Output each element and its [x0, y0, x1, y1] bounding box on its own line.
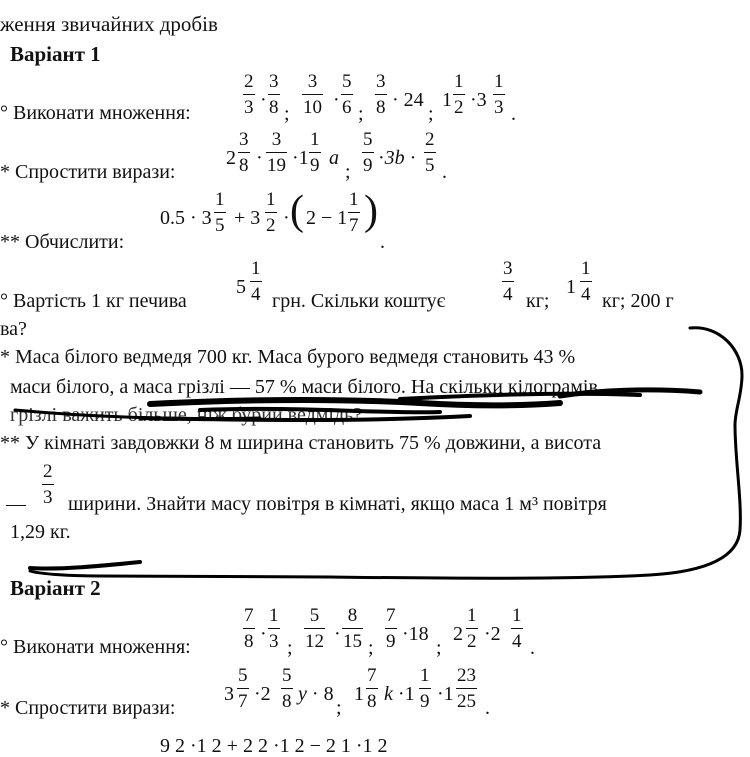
v1-task6-line3: 1,29 кг. — [10, 521, 71, 543]
variant-2-title: Варіант 2 — [10, 576, 101, 600]
v2-task2-label: * Спростити вирази: — [0, 697, 176, 719]
v1-task6-line2: ширини. Знайти масу повітря в кімнаті, якщо маса 1 м³ повітря — [68, 493, 607, 515]
fraction: 3 8 — [376, 71, 386, 118]
fraction: 1 5 — [215, 189, 225, 236]
fraction: 1 3 — [269, 605, 279, 652]
fraction: 23 25 — [457, 665, 476, 712]
v1-task5-line1: * Маса білого ведмедя 700 кг. Маса бурого ведмедя становить 43 % — [0, 346, 576, 368]
fraction: 1 9 — [420, 665, 430, 712]
fraction: 7 9 — [386, 605, 396, 652]
fraction: 7 8 — [367, 665, 377, 712]
v1-task6-dash: — — [6, 493, 26, 515]
fraction: 3 4 — [503, 258, 513, 305]
fraction: 2 3 — [244, 71, 254, 118]
fraction: 3 19 — [267, 129, 286, 176]
variant-1-title: Варіант 1 — [10, 42, 101, 66]
v1-task2-label: * Спростити вирази: — [0, 161, 176, 183]
v1-task6-line1: ** У кімнаті завдовжки 8 м ширина становить 75 % довжини, а висота — [0, 432, 602, 454]
fraction: 2 5 — [425, 129, 435, 176]
fraction: 8 15 — [343, 605, 362, 652]
fraction: 1 4 — [512, 605, 522, 652]
fraction: 1 2 — [467, 605, 477, 652]
v1-task3-label: ** Обчислити: — [0, 231, 125, 253]
v1-task5-line2: маси білого, а маса грізлі — 57 % маси білого. На скільки кілограмів — [10, 376, 598, 398]
fraction: 5 8 — [282, 665, 292, 712]
fraction: 1 2 — [266, 189, 276, 236]
fraction: 1 9 — [310, 129, 320, 176]
fraction: 1 7 — [349, 189, 359, 236]
v1-task5-line3: грізлі важить більше, ніж бурий ведмідь? — [10, 404, 363, 426]
v1-task1-label: ° Виконати множення: — [0, 102, 191, 124]
fraction: 7 8 — [244, 605, 254, 652]
fraction: 1 2 — [454, 71, 464, 118]
v2-task1-label: ° Виконати множення: — [0, 636, 191, 658]
fraction: 5 12 — [305, 605, 324, 652]
fraction: 5 6 — [342, 71, 352, 118]
fraction: 3 8 — [239, 129, 249, 176]
fraction: 5 9 — [363, 129, 373, 176]
fraction: 3 8 — [269, 71, 279, 118]
fraction: 1 4 — [581, 258, 591, 305]
fraction: 5 7 — [238, 665, 248, 712]
fraction: 2 3 — [43, 461, 53, 508]
v2-task3-partial: 9 2 ·1 2 + 2 2 ·1 2 − 2 1 ·1 2 — [160, 735, 388, 757]
fraction: 1 4 — [251, 258, 261, 305]
page-header: ження звичайних дробів — [0, 12, 218, 36]
fraction: 3 10 — [303, 71, 322, 118]
fraction: 1 3 — [494, 71, 504, 118]
